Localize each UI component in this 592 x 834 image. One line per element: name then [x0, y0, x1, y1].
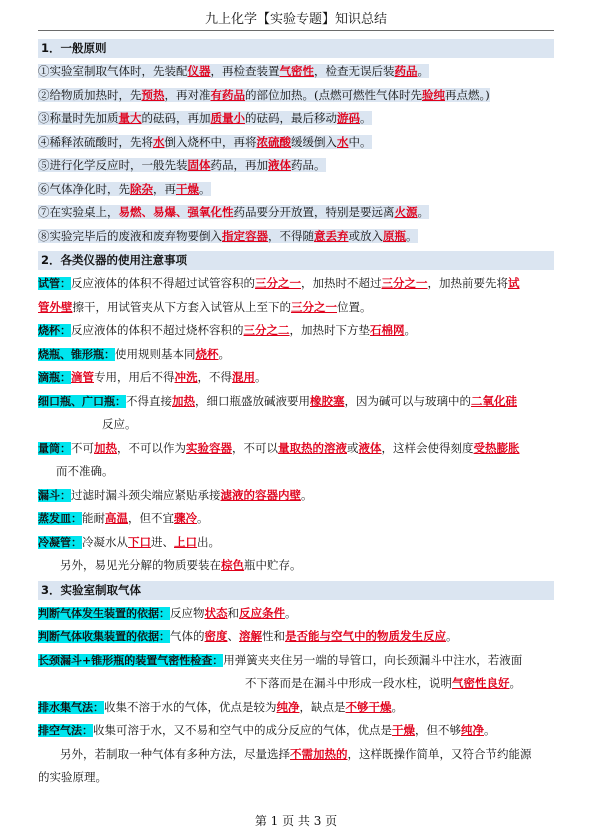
airtightness-check-line-1: 长颈漏斗+锥形瓶的装置气密性检查：用弹簧夹夹住另一端的导管口，向长颈漏斗中注水，若液面	[38, 652, 523, 667]
air-displacement-line: 排空气法：收集可溶于水，又不易和空气中的成分反应的气体，优点是干燥，但不够纯净。	[38, 723, 496, 737]
header-divider	[38, 30, 554, 31]
rule-4: ④稀释浓硫酸时，先将水倒入烧杯中，再将浓硫酸缓缓倒入水中。	[38, 134, 372, 149]
evaporating-dish-line: 蒸发皿：能耐高温，但不宜骤冷。	[38, 511, 209, 525]
water-displacement-line: 排水集气法：收集不溶于水的气体，优点是较为纯净，缺点是不够干燥。	[38, 699, 403, 714]
section-3-heading: 3．实验室制取气体	[38, 581, 554, 600]
collector-basis-line: 判断气体收集装置的依据：气体的密度、溶解性和是否能与空气中的物质发生反应。	[38, 629, 458, 643]
reagent-bottle-line-1: 细口瓶、广口瓶：不得直接加热，细口瓶盛放碱液要用橡胶塞，因为碱可以与玻璃中的二氧化硅	[38, 393, 517, 408]
page-header-title: 九上化学【实验专题】知识总结	[204, 12, 387, 27]
dropper-bottle-line: 滴瓶：滴管专用，用后不得冲洗，不得混用。	[38, 370, 267, 384]
rule-5: ⑤进行化学反应时，一般先装固体药品，再加液体药品。	[38, 158, 326, 172]
funnel-line: 漏斗：过滤时漏斗颈尖端应紧贴承接滤液的容器内壁。	[38, 487, 313, 502]
rule-1: ①实验室制取气体时，先装配仪器，再检查装置气密性，检查无误后装药品。	[38, 64, 429, 78]
method-note-line-2: 的实验原理。	[38, 770, 107, 784]
section-2-heading: 2．各类仪器的使用注意事项	[38, 251, 554, 270]
condenser-line: 冷凝管：冷凝水从下口进、上口出。	[38, 534, 220, 549]
cylinder-line-1: 量筒：不可加热，不可以作为实验容器，不可以量取热的溶液或液体，这样会使得刻度受热膨胀	[38, 440, 520, 455]
rule-6: ⑥气体净化时，先除杂，再干燥。	[38, 181, 211, 196]
section-1-heading: 1．一般原则	[38, 39, 554, 58]
document-body	[38, 36, 554, 790]
rule-8: ⑧实验完毕后的废液和废弃物要倒入指定容器，不得随意丢弃或放入原瓶。	[38, 228, 418, 243]
reagent-bottle-line-2: 反应。	[102, 417, 137, 431]
beaker-line: 烧杯：反应液体的体积不超过烧杯容积的三分之二，加热时下方垫石棉网。	[38, 323, 416, 337]
generator-basis-line: 判断气体发生装置的依据：反应物状态和反应条件。	[38, 605, 297, 620]
rule-3: ③称量时先加质量大的砝码，再加质量小的砝码，最后移动游码。	[38, 111, 372, 125]
rule-7: ⑦在实验桌上，易燃、易爆、强氧化性药品要分开放置，特别是要远离火源。	[38, 205, 429, 219]
cylinder-line-2: 而不准确。	[56, 464, 114, 478]
page-footer: 第 1 页 共 3 页	[254, 814, 338, 828]
airtightness-check-line-2: 不下落而是在漏斗中形成一段水柱，说明气密性良好。	[245, 676, 521, 690]
test-tube-line-2: 管外壁擦干，用试管夹从下方套入试管从上至下的三分之一位置。	[38, 299, 372, 314]
storage-note-line: 另外，易见光分解的物质要装在棕色瓶中贮存。	[60, 558, 302, 572]
flask-line: 烧瓶、锥形瓶：使用规则基本同烧杯。	[38, 346, 230, 361]
rule-2: ②给物质加热时，先预热，再对准有药品的部位加热。(点燃可燃性气体时先验纯再点燃。)	[38, 87, 490, 102]
method-note-line-1: 另外，若制取一种气体有多种方法，尽量选择不需加热的，这样既操作简单，又符合节约能源	[60, 746, 532, 761]
test-tube-line-1: 试管：反应液体的体积不得超过试管容积的三分之一，加热时不超过三分之一，加热前要先将试	[38, 276, 520, 290]
